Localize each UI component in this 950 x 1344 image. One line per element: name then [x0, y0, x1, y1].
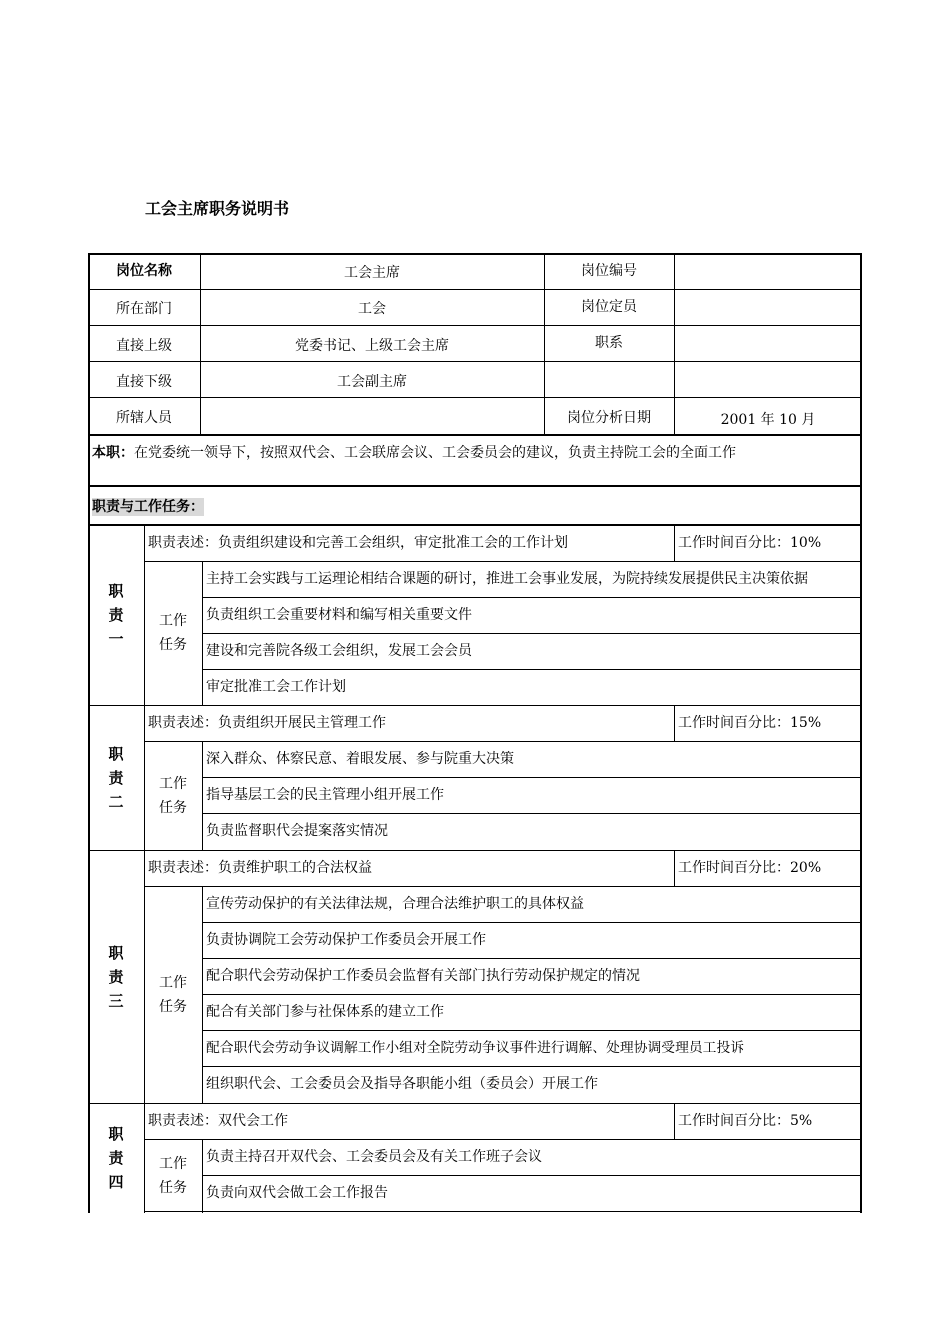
rank-value [674, 325, 862, 361]
grid-line [88, 361, 862, 362]
grid-line [202, 1030, 862, 1031]
core-duty-text: 在党委统一领导下，按照双代会、工会联席会议、工会委员会的建议，负责主持院工会的全面工作 [134, 445, 736, 461]
duty-name-char: 责 [108, 768, 124, 787]
page-title: 工会主席职务说明书 [145, 199, 290, 218]
table-border [88, 253, 862, 255]
duty-name-char: 二 [108, 792, 124, 811]
task-row: 审定批准工会工作计划 [206, 678, 346, 695]
superior-label: 直接上级 [116, 338, 172, 354]
duty-2-statement: 职责表述：负责组织开展民主管理工作 [148, 715, 386, 731]
task-row: 负责主持召开双代会、工会委员会及有关工作班子会议 [206, 1148, 542, 1165]
grid-line [200, 253, 201, 434]
task-row: 配合职代会劳动保护工作委员会监督有关部门执行劳动保护规定的情况 [206, 967, 640, 984]
grid-line [88, 289, 862, 290]
duty-3-statement: 职责表述：负责维护职工的合法权益 [148, 860, 372, 876]
task-row: 配合职代会劳动争议调解工作小组对全院劳动争议事件进行调解、处理协调受理员工投诉 [206, 1039, 745, 1056]
grid-line [88, 485, 862, 487]
staffing-value [674, 289, 862, 325]
post-no-label: 岗位编号 [581, 263, 637, 279]
grid-line [202, 741, 203, 850]
grid-line [144, 1139, 862, 1140]
duty-2-name [88, 705, 144, 850]
grid-line [88, 397, 862, 398]
duty-4-task-label: 工作 任务 [159, 1156, 187, 1196]
core-duty [90, 439, 860, 485]
grid-line [88, 1103, 862, 1104]
grid-line [202, 922, 862, 923]
analysis-date-value: 2001 年 10 月 [720, 412, 816, 428]
task-row: 配合有关部门参与社保体系的建立工作 [206, 1003, 444, 1020]
grid-line [202, 813, 862, 814]
post-name-label: 岗位名称 [116, 263, 172, 279]
grid-line [144, 561, 862, 562]
grid-line [202, 1175, 862, 1176]
duty-name-char: 责 [108, 967, 124, 986]
task-row: 组织职代会、工会委员会及指导各职能小组（委员会）开展工作 [206, 1076, 598, 1092]
task-row: 主持工会实践与工运理论相结合课题的研讨，推进工会事业发展，为院持续发展提供民主决策依据 [206, 570, 808, 587]
grid-line [544, 253, 545, 434]
grid-line [144, 886, 862, 887]
rank-label: 职系 [595, 335, 623, 351]
duty-3-task-label: 工作 任务 [159, 974, 187, 1015]
grid-line [674, 525, 675, 561]
duties-header [88, 489, 862, 525]
post-no-value [674, 253, 862, 289]
duty-name-char: 职 [108, 744, 124, 763]
duty-1-task-label: 工作 任务 [159, 613, 187, 653]
duty-name-char: 三 [108, 991, 124, 1010]
duty-1-time: 工作时间百分比：10% [678, 535, 822, 551]
duty-3-time: 工作时间百分比：20% [678, 860, 822, 876]
grid-line [202, 958, 862, 959]
grid-line [674, 253, 675, 434]
core-duty-label: 本职： [92, 445, 134, 461]
task-row: 负责组织工会重要材料和编写相关重要文件 [206, 606, 472, 623]
duty-name-char: 职 [108, 582, 124, 600]
task-row: 负责监督职代会提案落实情况 [206, 823, 388, 839]
staff-value [200, 400, 544, 436]
grid-line [202, 633, 862, 634]
grid-line [144, 1211, 862, 1212]
task-row: 负责向双代会做工会工作报告 [206, 1184, 388, 1201]
subordinate-label: 直接下级 [116, 374, 172, 390]
duty-1-statement: 职责表述：负责组织建设和完善工会组织，审定批准工会的工作计划 [148, 535, 568, 551]
grid-line [88, 325, 862, 326]
staff-label: 所辖人员 [116, 410, 172, 426]
grid-line [674, 705, 675, 741]
grid-line [88, 434, 862, 436]
duties-header-text: 职责与工作任务： [92, 499, 204, 515]
grid-line [144, 741, 862, 742]
grid-line [202, 1139, 203, 1213]
task-row: 建设和完善院各级工会组织，发展工会会员 [206, 642, 472, 659]
staffing-label: 岗位定员 [581, 299, 637, 315]
grid-line [202, 1066, 862, 1067]
duty-4-statement: 职责表述：双代会工作 [148, 1113, 288, 1129]
grid-line [88, 850, 862, 851]
dept-label: 所在部门 [116, 301, 172, 317]
grid-line [202, 669, 862, 670]
task-row: 负责协调院工会劳动保护工作委员会开展工作 [206, 931, 486, 948]
duty-name-char: 一 [108, 630, 124, 648]
duty-name-char: 职 [108, 1125, 124, 1143]
job-description-table [88, 253, 862, 1213]
task-row: 宣传劳动保护的有关法律法规，合理合法维护职工的具体权益 [206, 895, 584, 912]
grid-line [88, 705, 862, 706]
duty-3-name [88, 850, 144, 1103]
grid-line [674, 1103, 675, 1139]
dept-value: 工会 [358, 301, 386, 317]
blank-value [674, 361, 862, 397]
superior-value: 党委书记、上级工会主席 [295, 338, 449, 354]
post-name-value: 工会主席 [344, 265, 400, 281]
duty-name-char: 责 [108, 1149, 124, 1167]
grid-line [88, 524, 862, 526]
duty-4-time: 工作时间百分比：5% [678, 1113, 813, 1129]
grid-line [674, 850, 675, 886]
grid-line [202, 597, 862, 598]
grid-line [202, 777, 862, 778]
duty-2-time: 工作时间百分比：15% [678, 715, 822, 731]
blank-label [544, 361, 674, 397]
duty-name-char: 四 [108, 1173, 124, 1191]
duty-4-name [88, 1103, 144, 1213]
duty-2-task-label: 工作 任务 [159, 775, 187, 816]
task-row: 指导基层工会的民主管理小组开展工作 [206, 786, 444, 803]
task-row: 深入群众、体察民意、着眼发展、参与院重大决策 [206, 750, 514, 767]
analysis-date-label: 岗位分析日期 [567, 410, 651, 426]
duty-name-char: 责 [108, 606, 124, 624]
grid-line [202, 994, 862, 995]
duty-1-name [88, 525, 144, 705]
grid-line [144, 525, 145, 1213]
duty-name-char: 职 [108, 943, 124, 962]
subordinate-value: 工会副主席 [337, 374, 407, 390]
